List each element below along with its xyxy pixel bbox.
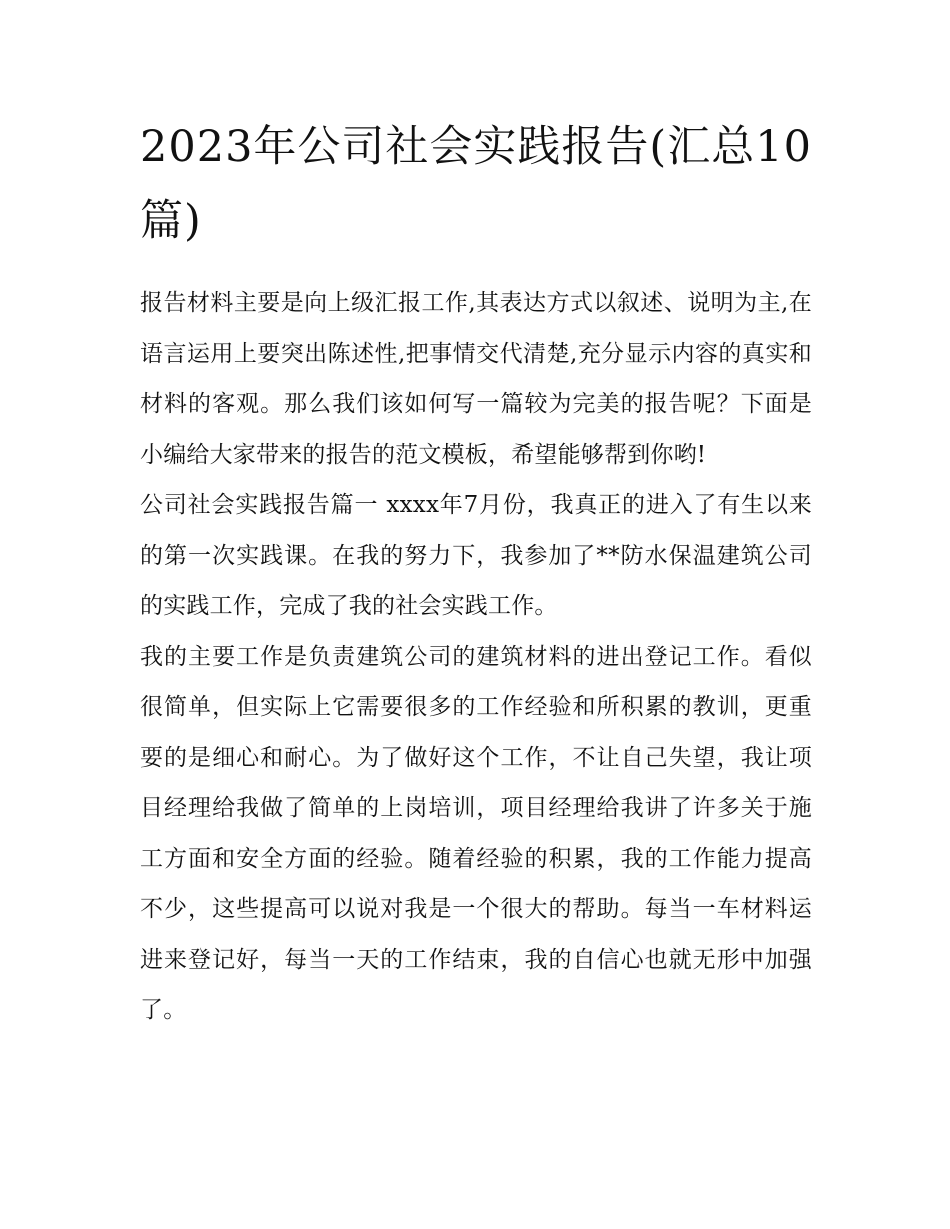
paragraph-report-one: 公司社会实践报告篇一 xxxx年7月份，我真正的进入了有生以来的第一次实践课。在我的努力下，我参加了**防水保温建筑公司的实践工作，完成了我的社会实践工作。	[140, 492, 812, 619]
paragraph-intro: 报告材料主要是向上级汇报工作,其表达方式以叙述、说明为主,在语言运用上要突出陈述性,把事情交代清楚,充分显示内容的真实和材料的客观。那么我们该如何写一篇较为完美的报告呢？下面是小编给大家带来的报告的范文模板，希望能够帮到你哟!	[140, 290, 812, 468]
document-content	[140, 110, 812, 1036]
document-title: 2023年公司社会实践报告(汇总10篇)	[140, 122, 812, 246]
paragraph-main-work: 我的主要工作是负责建筑公司的建筑材料的进出登记工作。看似很简单，但实际上它需要很多的工作经验和所积累的教训，更重要的是细心和耐心。为了做好这个工作，不让自己失望，我让项目经理给我做了简单的上岗培训，项目经理给我讲了许多关于施工方面和安全方面的经验。随着经验的积累，我的工作能力提高不少，这些提高可以说对我是一个很大的帮助。每当一车材料运进来登记好，每当一天的工作结束，我的自信心也就无形中加强了。	[140, 643, 812, 1023]
